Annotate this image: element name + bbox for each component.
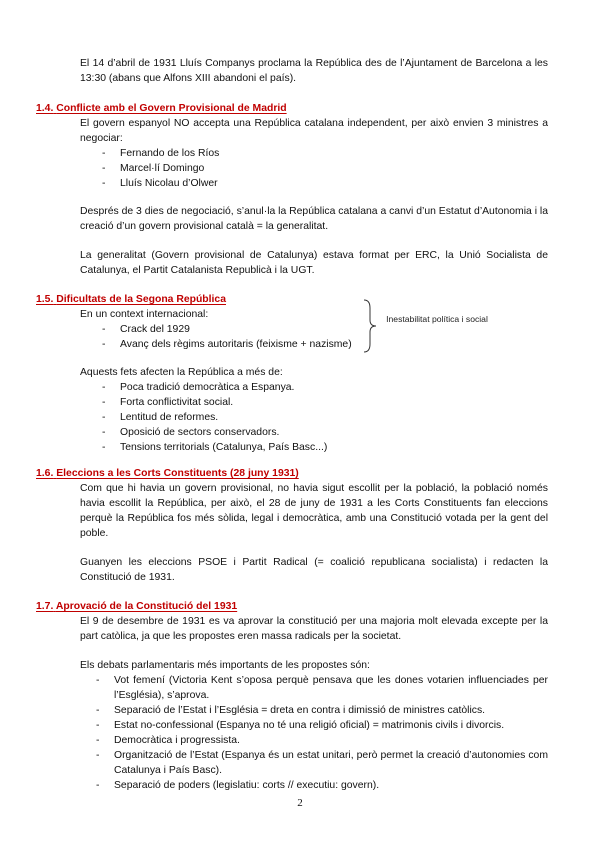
list-item: - Fernando de los Ríos <box>98 146 518 161</box>
s15-paragraph-2: Aquests fets afecten la República a més de: <box>80 367 283 378</box>
debates-list <box>92 673 548 793</box>
heading-number: 1.4. <box>36 103 54 114</box>
heading-title: Dificultats de la Segona República <box>56 294 226 305</box>
list-item: - Organització de l’Estat (Espanya és un estat unitari, però permet la creació d’autonomies com Catalunya i País Basc). <box>92 748 548 778</box>
list-item: - Crack del 1929 <box>98 322 378 337</box>
s15-paragraph-1: En un context internacional: <box>80 309 209 320</box>
heading-title: Eleccions a les Corts Constituents (28 juny 1931) <box>56 468 299 479</box>
s14-paragraph-3: La generalitat (Govern provisional de Catalunya) estava format per ERC, la Unió Socialista de Catalunya, el Partit Catalanista Republicà i la UGT. <box>80 250 548 276</box>
list-item: - Lluís Nicolau d’Olwer <box>98 176 518 191</box>
heading-1-4 <box>36 101 287 116</box>
list-item: - Separació de l’Estat i l’Església = dreta en contra i dimissió de ministres catòlics. <box>92 703 548 718</box>
s16-paragraph-2: Guanyen les eleccions PSOE i Partit Radical (= coalició republicana socialista) i redacten la Constitució de 1931. <box>80 557 548 583</box>
list-item: - Lentitud de reformes. <box>98 410 518 425</box>
ministers-list <box>98 146 518 191</box>
s17-paragraph-1: El 9 de desembre de 1931 es va aprovar la constitució per una majoria molt elevada excepte per la part catòlica, ja que les propostes eren massa radicals per la societat. <box>80 616 548 642</box>
right-brace-icon <box>360 298 382 354</box>
list-item: - Poca tradició democràtica a Espanya. <box>98 380 518 395</box>
heading-1-5 <box>36 292 226 307</box>
list-item: - Marcel·lí Domingo <box>98 161 518 176</box>
heading-number: 1.5. <box>36 294 54 305</box>
difficulties-list <box>98 380 518 455</box>
heading-number: 1.7. <box>36 601 54 612</box>
heading-number: 1.6. <box>36 468 54 479</box>
s17-paragraph-2: Els debats parlamentaris més importants de les propostes són: <box>80 660 370 671</box>
international-context-list <box>98 322 378 352</box>
s16-paragraph-1: Com que hi havia un govern provisional, no havia sigut escollit per la població, la població només havia escollit la República, per això, el 28 de juny de 1931 a les Corts Constituents fan eleccions perquè la República fos més sòlida, legal i democràtica, amb una Constitució votada per la gent del poble. <box>80 483 548 539</box>
list-item: - Oposició de sectors conservadors. <box>98 425 518 440</box>
list-item: - Avanç dels règims autoritaris (feixisme + nazisme) <box>98 337 378 352</box>
intro-paragraph: El 14 d’abril de 1931 Lluís Companys proclama la República des de l’Ajuntament de Barcelona a les 13:30 (abans que Alfons XIII abandoni el país). <box>80 58 548 84</box>
instability-note: Inestabilitat política i social <box>386 314 488 324</box>
list-item: - Tensions territorials (Catalunya, País Basc...) <box>98 440 518 455</box>
page-number: 2 <box>297 797 303 809</box>
list-item: - Forta conflictivitat social. <box>98 395 518 410</box>
list-item: - Democràtica i progressista. <box>92 733 548 748</box>
list-item: - Vot femení (Victoria Kent s’oposa perquè pensava que les dones votarien influenciades per l’Església), s’aprova. <box>92 673 548 703</box>
s14-paragraph-1: El govern espanyol NO accepta una República catalana independent, per això envien 3 ministres a negociar: <box>80 118 548 144</box>
heading-1-6 <box>36 466 299 481</box>
heading-1-7 <box>36 599 237 614</box>
heading-title: Aprovació de la Constitució del 1931 <box>55 601 238 612</box>
list-item: - Estat no-confessional (Espanya no té una religió oficial) = matrimonis civils i divorcis. <box>92 718 548 733</box>
heading-title: Conflicte amb el Govern Provisional de Madrid <box>56 103 287 114</box>
list-item: - Separació de poders (legislatiu: corts // executiu: govern). <box>92 778 548 793</box>
s14-paragraph-2: Després de 3 dies de negociació, s’anul·la la República catalana a canvi d’un Estatut d’Autonomia i la creació d’un govern provisional català = la generalitat. <box>80 206 548 232</box>
